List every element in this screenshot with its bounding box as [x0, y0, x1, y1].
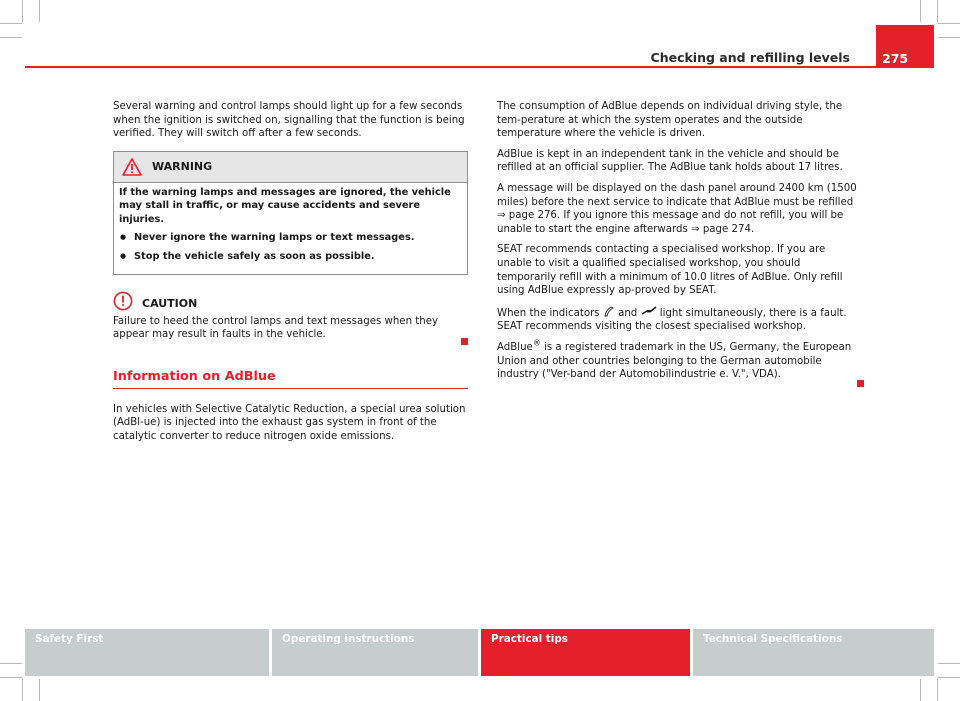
tab-practical-tips[interactable]: Practical tips	[481, 629, 690, 676]
crop-mark	[920, 0, 921, 22]
crop-mark	[0, 23, 22, 24]
right-column	[497, 100, 857, 389]
crop-mark	[938, 677, 960, 678]
refill-message-text: . If you ignore this message and do not refill, you will be unable to start the engine afterwards	[497, 210, 844, 235]
crop-mark	[937, 679, 938, 701]
crop-mark	[0, 663, 22, 664]
crop-mark	[920, 679, 921, 701]
caution-header	[113, 290, 468, 312]
indicator-text: light simultaneously, there is a fault. SEAT recommends visiting the closest specialised workshop.	[497, 307, 847, 333]
refill-message-paragraph	[497, 182, 857, 236]
section-title: Information on AdBlue	[113, 370, 468, 389]
crop-mark	[22, 679, 23, 701]
warning-label: WARNING	[152, 159, 213, 173]
warning-bullet-list	[119, 231, 461, 264]
trademark-paragraph	[497, 338, 857, 382]
refill-message-text: A message will be displayed on the dash panel around 2400 km (1500 miles) before the next service to indicate that AdBlue must be refilled	[497, 182, 857, 208]
consumption-paragraph: The consumption of AdBlue depends on individual driving style, the tem-perature at which the system operates and the outside temperature where the vehicle is driven.	[497, 101, 843, 140]
crop-mark	[937, 0, 938, 22]
exhaust-indicator-icon	[641, 306, 657, 316]
running-header-title: Checking and refilling levels	[650, 50, 850, 65]
warning-bullet: ● Stop the vehicle safely as soon as possible.	[119, 250, 461, 264]
crop-mark	[22, 0, 23, 22]
tab-operating-instructions[interactable]: Operating instructions	[272, 629, 478, 676]
page-reference-link[interactable]: ⇒ page 274	[691, 223, 751, 235]
refill-message-text: .	[750, 223, 755, 235]
page-reference-link[interactable]: ⇒ page 276	[497, 210, 557, 222]
caution-label: CAUTION	[142, 296, 198, 310]
caution-paragraph	[113, 315, 468, 342]
crop-mark	[0, 677, 22, 678]
warning-box	[113, 151, 468, 275]
caution-exclamation-icon	[113, 291, 133, 311]
indicator-and-text: and	[618, 307, 638, 319]
warning-bullet: ● Never ignore the warning lamps or text messages.	[119, 231, 461, 245]
section-end-marker	[461, 338, 468, 345]
adblue-nozzle-icon	[603, 305, 615, 317]
tab-technical-specifications[interactable]: Technical Specifications	[693, 629, 934, 676]
crop-mark	[39, 0, 40, 22]
crop-mark	[938, 37, 960, 38]
trademark-brand: AdBlue	[497, 341, 533, 353]
indicator-text: When the indicators	[497, 307, 600, 319]
header-rule	[25, 66, 934, 68]
crop-mark	[39, 679, 40, 701]
page-number: 275	[876, 25, 934, 67]
warning-text: If the warning lamps and messages are ignored, the vehicle may stall in traffic, or may cause accidents and severe injuries.	[119, 186, 451, 225]
warning-header	[114, 152, 467, 183]
tab-safety-first[interactable]: Safety First	[25, 629, 269, 676]
tank-paragraph: AdBlue is kept in an independent tank in the vehicle and should be refilled at an official supplier. The AdBlue tank holds about 17 litres.	[497, 148, 843, 174]
caution-text: Failure to heed the control lamps and text messages when they appear may result in faults in the vehicle.	[113, 315, 439, 341]
workshop-paragraph: SEAT recommends contacting a specialised workshop. If you are unable to visit a qualified specialised workshop, you should temporarily refill with a minimum of 10.0 litres of AdBlue. Only refill using AdBlue expressly ap-proved by SEAT.	[497, 244, 843, 297]
indicator-paragraph	[497, 305, 857, 334]
warning-body	[114, 183, 467, 274]
section-paragraph: In vehicles with Selective Catalytic Reduction, a special urea solution (AdBl-ue) is injected into the exhaust gas system in front of the catalytic converter to reduce nitrogen oxide emissions.	[113, 403, 466, 442]
left-column	[113, 100, 468, 450]
registered-mark: ®	[532, 338, 541, 348]
crop-mark	[0, 37, 22, 38]
crop-mark	[938, 23, 960, 24]
trademark-text: is a registered trademark in the US, Germany, the European Union and other countries belonging to the German automobile industry ("Ver-band der Automobilindustrie e. V.", VDA).	[497, 341, 852, 381]
crop-mark	[938, 663, 960, 664]
intro-paragraph: Several warning and control lamps should light up for a few seconds when the ignition is switched on, signalling that the function is being verified. They will switch off after a few seconds.	[113, 101, 465, 140]
section-end-marker	[857, 380, 864, 387]
warning-triangle-icon	[122, 158, 142, 176]
footer-tab-bar	[25, 629, 934, 676]
